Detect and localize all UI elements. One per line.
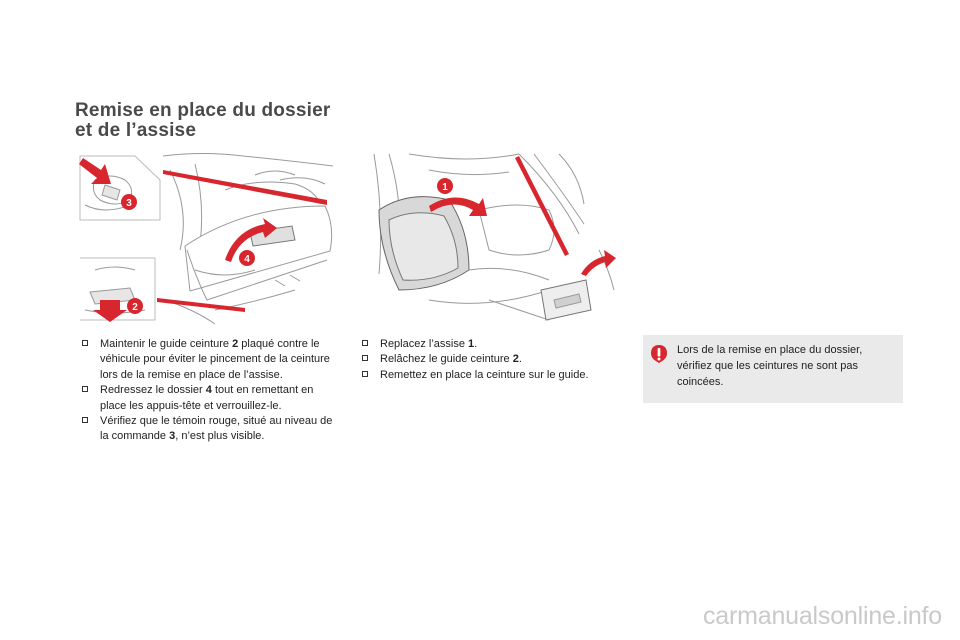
svg-text:4: 4	[244, 254, 250, 265]
warning-note	[643, 335, 903, 403]
section-title-line-2: et de l’assise	[75, 120, 197, 141]
step-text: Vérifiez que le témoin rouge, situé au niveau de la commande 3, n’est plus visible.	[100, 415, 333, 443]
step-text: Redressez le dossier 4 tout en remettant en place les appuis-tête et verrouillez-le.	[100, 384, 314, 412]
svg-text:1: 1	[442, 182, 448, 193]
callout-3	[121, 194, 137, 210]
warning-icon	[650, 344, 668, 364]
checkbox-bullet-icon	[82, 340, 88, 346]
illustration-seat-cushion-refit	[369, 150, 620, 326]
step-text: Relâchez le guide ceinture 2.	[380, 353, 522, 366]
red-arrow	[79, 158, 111, 184]
checkbox-bullet-icon	[362, 371, 368, 377]
svg-text:3: 3	[126, 198, 132, 209]
checkbox-bullet-icon	[82, 386, 88, 392]
instructions-left	[82, 337, 342, 445]
warning-text: Lors de la remise en place du dossier, vérifiez que les ceintures ne sont pas coincées.	[677, 344, 863, 389]
checkbox-bullet-icon	[82, 417, 88, 423]
leader-line	[515, 156, 569, 256]
step-item	[82, 414, 342, 445]
checkbox-bullet-icon	[362, 340, 368, 346]
step-item	[82, 337, 342, 383]
step-text: Remettez en place la ceinture sur le guide.	[380, 368, 589, 381]
step-item	[362, 337, 627, 352]
step-text: Replacez l’assise 1.	[380, 338, 478, 350]
checkbox-bullet-icon	[362, 355, 368, 361]
step-item	[82, 383, 342, 414]
leader-line	[157, 298, 245, 312]
callout-4	[239, 250, 255, 266]
callout-2	[127, 298, 143, 314]
step-text: Maintenir le guide ceinture 2 plaqué contre le véhicule pour éviter le pincement de la ceinture lors de la remise en place de l’assise.	[100, 338, 330, 381]
watermark: carmanualsonline.info	[702, 602, 942, 630]
section-title-line-1: Remise en place du dossier	[75, 100, 331, 121]
callout-1	[437, 178, 453, 194]
leader-line	[163, 170, 327, 205]
step-item	[362, 352, 627, 367]
svg-text:2: 2	[132, 302, 138, 313]
step-item	[362, 368, 627, 383]
illustration-backrest-refit	[75, 150, 337, 326]
section-title	[75, 101, 330, 141]
red-arrow	[581, 250, 616, 276]
instructions-right	[362, 337, 627, 383]
